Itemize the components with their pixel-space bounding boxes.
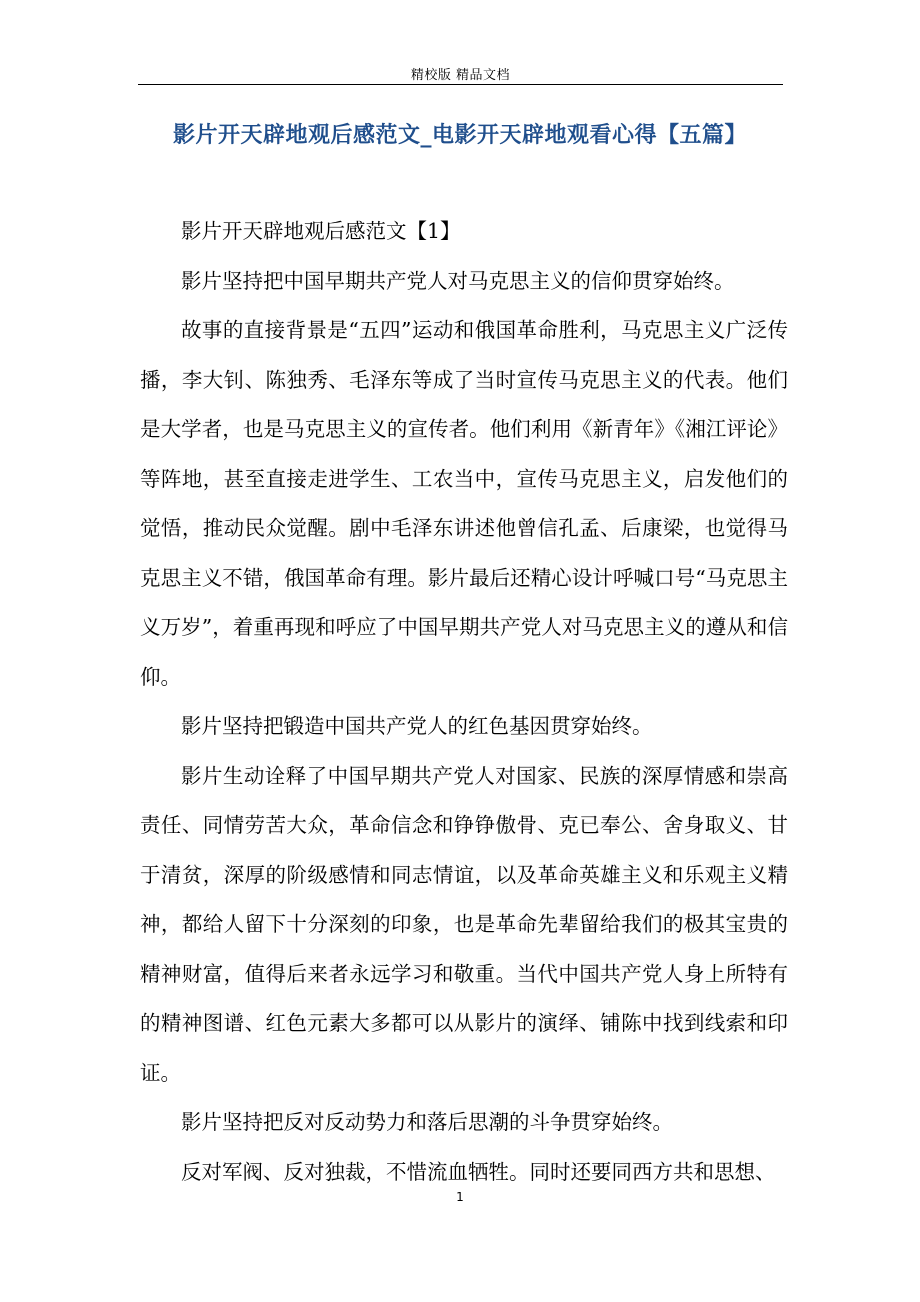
document-body xyxy=(140,207,788,1197)
page-header: 精校版 精品文档 xyxy=(410,68,511,83)
paragraph: 反对军阀、反对独裁，不惜流血牺牲。同时还要同西方共和思想、 xyxy=(181,1159,776,1184)
paragraph: 影片坚持把锻造中国共产党人的红色基因贯穿始终。 xyxy=(181,714,653,738)
paragraph: 影片坚持把反对反动势力和落后思潮的斗争贯穿始终。 xyxy=(181,1110,673,1134)
page-number: 1 xyxy=(456,1190,464,1204)
paragraph: 故事的直接背景是“五四”运动和俄国革命胜利，马克思主义广泛传播，李大钊、陈独秀、毛泽东等成了当时宣传马克思主义的代表。他们是大学者，也是马克思主义的宣传者。他们利用《新青年》《湘江评论》等阵地，甚至直接走进学生、工农当中，宣传马克思主义，启发他们的觉悟，推动民众觉醒。剧中毛泽东讲述他曾信孔孟、后康梁，也觉得马克思主义不错，俄国革命有理。影片最后还精心设计呼喊口号“马克思主义万岁”，着重再现和呼应了中国早期共产党人对马克思主义的遵从和信仰。 xyxy=(140,318,788,689)
header-divider xyxy=(138,84,783,85)
paragraph: 影片生动诠释了中国早期共产党人对国家、民族的深厚情感和崇高责任、同情劳苦大众，革命信念和铮铮傲骨、克已奉公、舍身取义、甘于清贫，深厚的阶级感情和同志情谊，以及革命英雄主义和乐观主义精神，都给人留下十分深刻的印象，也是革命先辈留给我们的极其宝贵的精神财富，值得后来者永远学习和敬重。当代中国共产党人身上所特有的精神图谱、红色元素大多都可以从影片的演绎、铺陈中找到线索和印证。 xyxy=(140,763,788,1085)
paragraph: 影片坚持把中国早期共产党人对马克思主义的信仰贯穿始终。 xyxy=(181,268,735,293)
section-heading: 影片开天辟地观后感范文【1】 xyxy=(181,219,461,243)
document-title: 影片开天辟地观后感范文_电影开天辟地观看心得【五篇】 xyxy=(172,123,747,148)
